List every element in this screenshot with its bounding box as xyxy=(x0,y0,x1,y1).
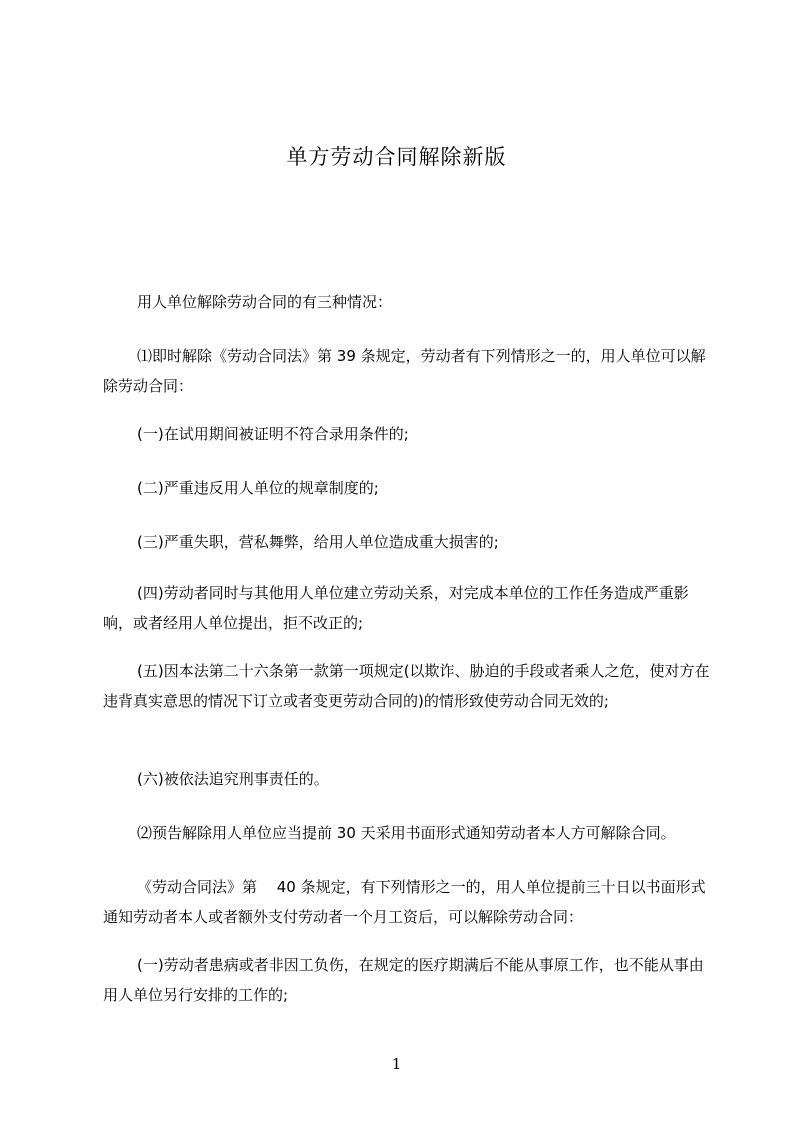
paragraph-item-6: (六)被依法追究刑事责任的。 xyxy=(137,770,329,788)
paragraph-item-4: (四)劳动者同时与其他用人单位建立劳动关系，对完成本单位的工作任务造成严重影响，或者经用人单位提出，拒不改正的; xyxy=(103,584,689,632)
paragraph-item-1: (一)在试用期间被证明不符合录用条件的; xyxy=(137,425,409,443)
paragraph-notice-termination: ⑵预告解除用人单位应当提前 30 天采用书面形式通知劳动者本人方可解除合同。 xyxy=(137,824,676,842)
page-number: 1 xyxy=(391,1055,402,1073)
paragraph-item-3: (三)严重失职，营私舞弊，给用人单位造成重大损害的; xyxy=(137,533,499,551)
document-title: 单方劳动合同解除新版 xyxy=(286,145,507,169)
paragraph-item-5: (五)因本法第二十六条第一款第一项规定(以欺诈、胁迫的手段或者乘人之危，使对方在违背真实意思的情况下订立或者变更劳动合同的)的情形致使劳动合同无效的; xyxy=(103,662,710,710)
paragraph-item-2: (二)严重违反用人单位的规章制度的; xyxy=(137,479,379,497)
paragraph-immediate-termination: ⑴即时解除《劳动合同法》第 39 条规定，劳动者有下列情形之一的，用人单位可以解除劳动合同： xyxy=(103,347,706,395)
paragraph-article-40: 《劳动合同法》第 40 条规定，有下列情形之一的，用人单位提前三十日以书面形式通知劳动者本人或者额外支付劳动者一个月工资后，可以解除劳动合同： xyxy=(103,878,706,926)
paragraph-intro: 用人单位解除劳动合同的有三种情况： xyxy=(137,293,393,311)
paragraph-article-40-item-1: (一)劳动者患病或者非因工负伤，在规定的医疗期满后不能从事原工作，也不能从事由用人单位另行安排的工作的; xyxy=(103,956,704,1004)
